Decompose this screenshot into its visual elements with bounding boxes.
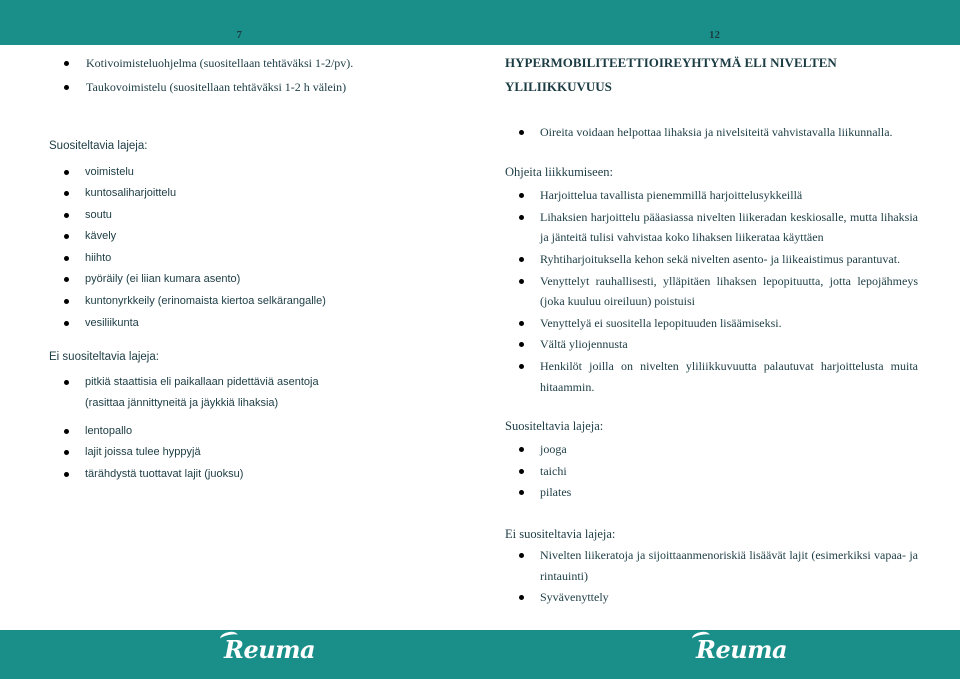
list-item: Venyttelyä ei suositella lepopituuden lisäämiseksi.: [519, 316, 782, 330]
list-item: Ryhtiharjoituksella kehon sekä nivelten asento- ja liikeaistimus parantuvat.: [519, 252, 900, 266]
page-number: 12: [709, 29, 720, 41]
top-bar: [0, 0, 480, 45]
recommended-heading: Suositeltavia lajeja:: [49, 140, 148, 152]
list-item: pilates: [519, 485, 571, 499]
list-item-continuation: ja jänteitä tulisi vahvistaa koko lihaksen liikerataa käyttäen: [540, 230, 824, 244]
list-item-continuation: (rasittaa jännittyneitä ja jäykkiä lihaksia): [85, 397, 279, 409]
page-number: 7: [236, 29, 242, 41]
list-item: kuntonyrkkeily (erinomaista kiertoa selkärangalle): [64, 294, 326, 308]
not-recommended-heading: Ei suositeltavia lajeja:: [49, 351, 159, 363]
not-recommended-heading: Ei suositeltavia lajeja:: [505, 527, 616, 541]
list-item: kuntosaliharjoittelu: [64, 186, 176, 200]
reuma-logo: Reuma: [224, 635, 315, 664]
list-item: lentopallo: [64, 424, 132, 438]
list-item: hiihto: [64, 251, 111, 265]
page-right: [480, 0, 960, 679]
list-item-continuation: rintauinti): [540, 569, 588, 583]
list-item: Henkilöt joilla on nivelten yliliikkuvuutta palautuvat harjoittelusta muita: [519, 359, 918, 373]
list-item: lajit joissa tulee hyppyjä: [64, 445, 201, 459]
list-item: Syvävenyttely: [519, 590, 609, 604]
list-item: Harjoittelua tavallista pienemmillä harjoittelusykkeillä: [519, 188, 802, 202]
list-item: Taukovoimistelu (suositellaan tehtäväksi 1-2 h välein): [64, 80, 346, 94]
guidance-heading: Ohjeita liikkumiseen:: [505, 165, 613, 179]
list-item: soutu: [64, 208, 112, 222]
list-item: Nivelten liikeratoja ja sijoittaanmenoriskiä lisäävät lajit (esimerkiksi vapaa- ja: [519, 548, 918, 562]
recommended-heading: Suositeltavia lajeja:: [505, 419, 604, 433]
reuma-logo: Reuma: [696, 635, 787, 664]
list-item: Kotivoimisteluohjelma (suositellaan tehtäväksi 1-2/pv).: [64, 56, 353, 70]
list-item: Venyttelyt rauhallisesti, ylläpitäen lihaksen lepopituutta, jotta lepojähmeys: [519, 274, 918, 288]
bottom-bar: [480, 630, 960, 679]
list-item-continuation: (joka kuuluu oireiluun) poistuisi: [540, 294, 695, 308]
list-item-continuation: hitaammin.: [540, 380, 595, 394]
list-item: tärähdystä tuottavat lajit (juoksu): [64, 467, 243, 481]
bottom-bar: [0, 630, 480, 679]
list-item: Vältä yliojennusta: [519, 337, 628, 351]
list-item: vesiliikunta: [64, 316, 139, 330]
list-item: taichi: [519, 464, 567, 478]
list-item: pyöräily (ei liian kumara asento): [64, 272, 240, 286]
page-title: HYPERMOBILITEETTIOIREYHTYMÄ ELI NIVELTEN YLILIIKKUVUUS: [505, 55, 837, 94]
list-item: pitkiä staattisia eli paikallaan pidettäviä asentoja: [64, 375, 319, 389]
list-item: Oireita voidaan helpottaa lihaksia ja nivelsiteitä vahvistavalla liikunnalla.: [519, 125, 893, 139]
list-item: voimistelu: [64, 165, 134, 179]
list-item: jooga: [519, 442, 567, 456]
list-item: kävely: [64, 229, 116, 243]
top-bar: [480, 0, 960, 45]
list-item: Lihaksien harjoittelu pääasiassa nivelten liikeradan keskiosalle, mutta lihaksia: [519, 210, 918, 224]
